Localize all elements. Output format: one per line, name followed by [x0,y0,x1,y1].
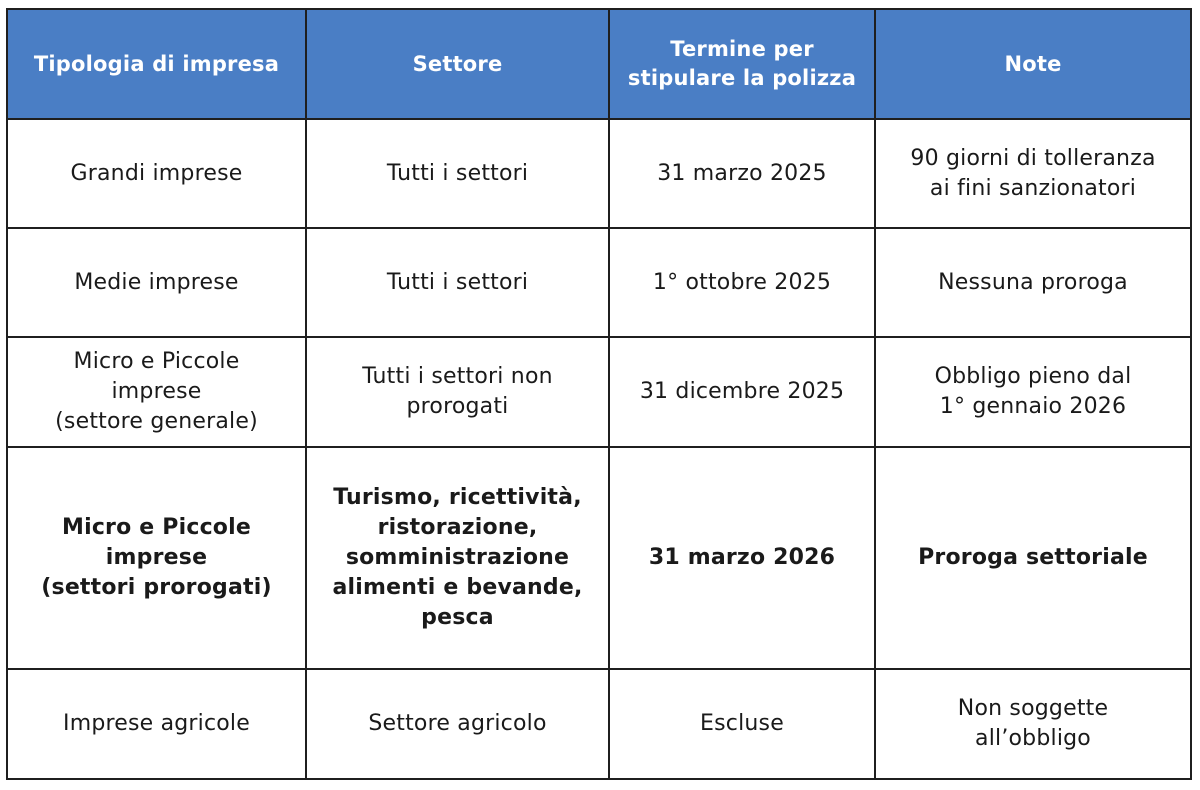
table-row [7,337,1191,447]
header-sector: Settore [306,9,609,119]
header-deadline: Termine per stipulare la polizza [609,9,875,119]
insurance-deadlines-table [6,8,1192,780]
table-row [7,228,1191,337]
cell-company-type: Medie imprese [7,228,306,337]
cell-company-type: Micro e Piccole imprese (settore generale) [7,337,306,447]
cell-notes: Obbligo pieno dal 1° gennaio 2026 [875,337,1191,447]
cell-sector: Tutti i settori [306,119,609,228]
cell-notes: 90 giorni di tolleranza ai fini sanzionatori [875,119,1191,228]
header-company-type: Tipologia di impresa [7,9,306,119]
table-row-highlighted [7,447,1191,669]
cell-company-type: Grandi imprese [7,119,306,228]
cell-sector: Turismo, ricettività, ristorazione, somministrazione alimenti e bevande, pesca [306,447,609,669]
cell-deadline: 31 dicembre 2025 [609,337,875,447]
cell-deadline: 1° ottobre 2025 [609,228,875,337]
cell-sector: Tutti i settori [306,228,609,337]
cell-sector: Settore agricolo [306,669,609,779]
cell-sector: Tutti i settori non prorogati [306,337,609,447]
table-row [7,669,1191,779]
cell-company-type: Imprese agricole [7,669,306,779]
table-header-row [7,9,1191,119]
cell-company-type: Micro e Piccole imprese (settori prorogati) [7,447,306,669]
cell-deadline: Escluse [609,669,875,779]
cell-deadline: 31 marzo 2026 [609,447,875,669]
insurance-deadlines-table-wrapper [6,8,1192,780]
cell-notes: Non soggette all’obbligo [875,669,1191,779]
cell-notes: Proroga settoriale [875,447,1191,669]
header-notes: Note [875,9,1191,119]
cell-deadline: 31 marzo 2025 [609,119,875,228]
table-row [7,119,1191,228]
cell-notes: Nessuna proroga [875,228,1191,337]
